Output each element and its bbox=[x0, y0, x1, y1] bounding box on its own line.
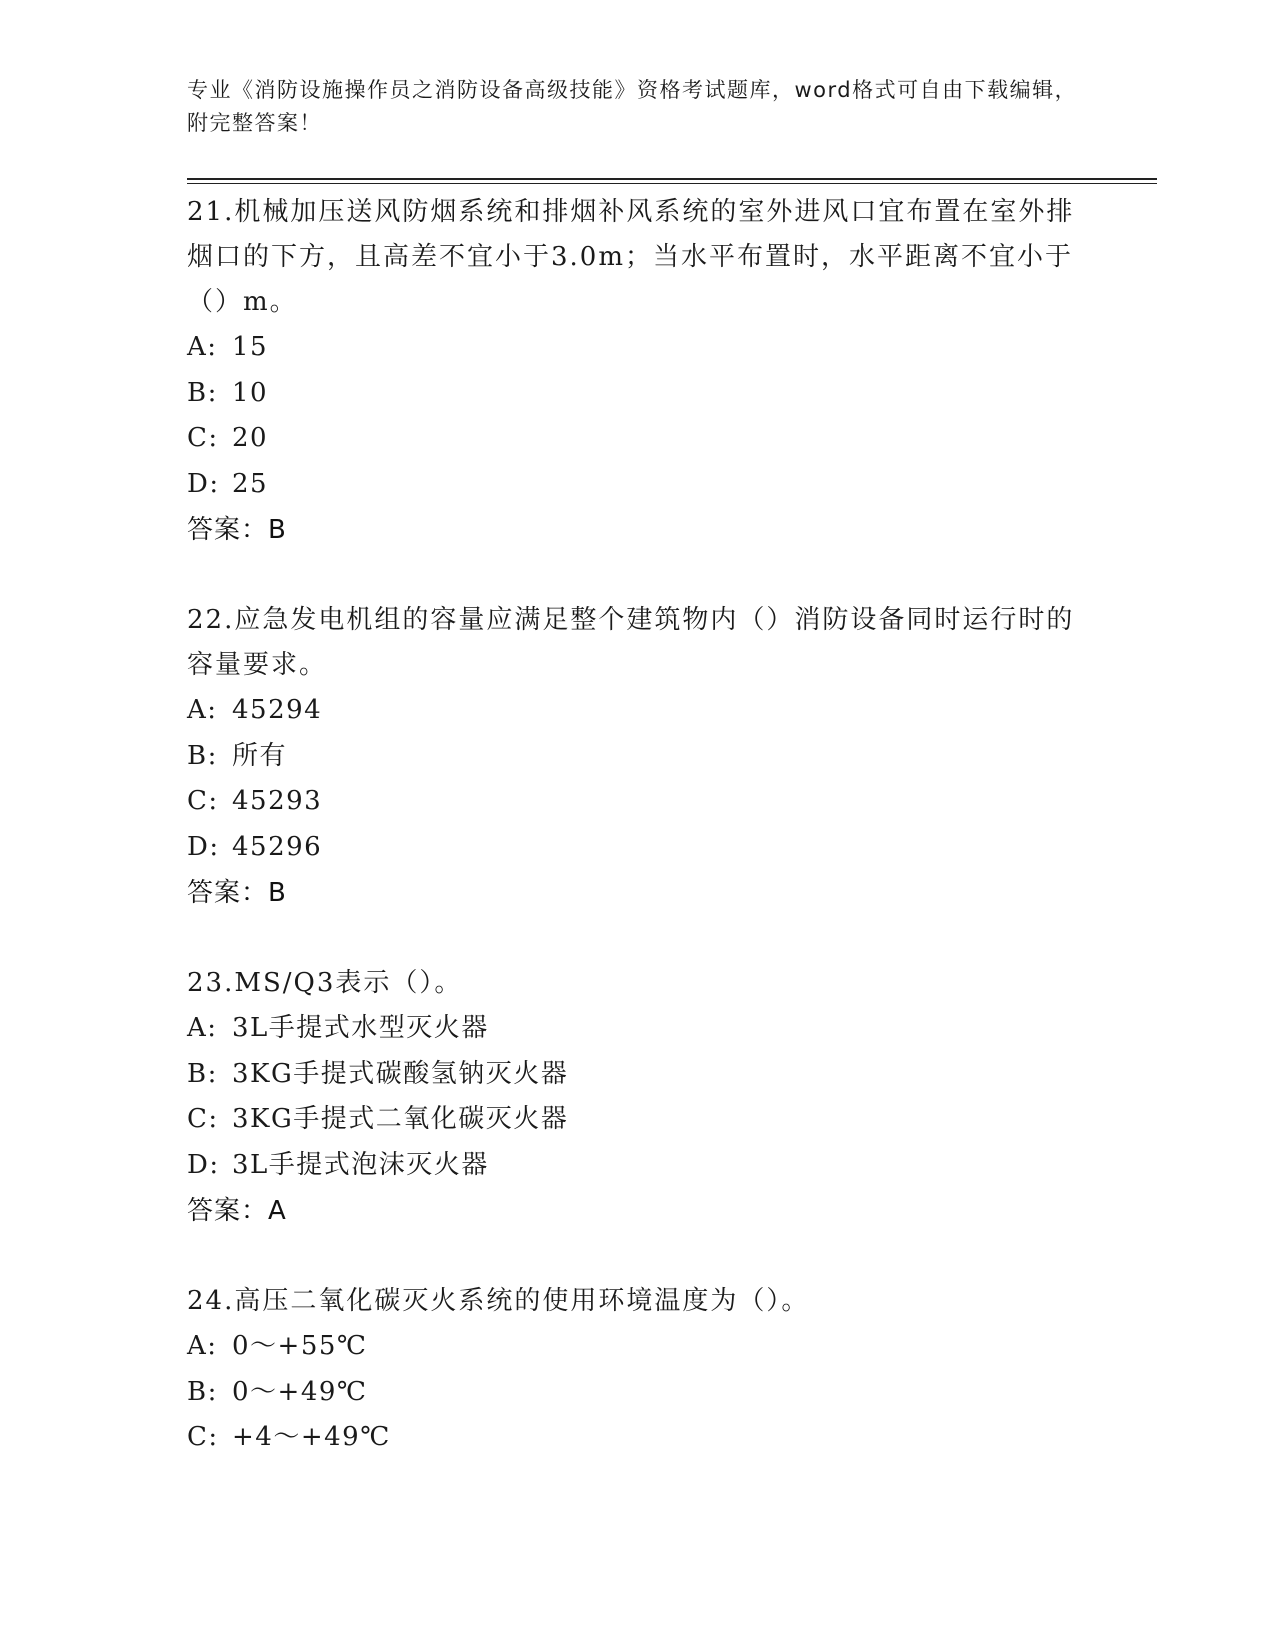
option-label: D: bbox=[187, 468, 220, 499]
option-a bbox=[187, 1006, 1087, 1052]
option-label: B: bbox=[187, 740, 218, 771]
option-b bbox=[187, 371, 1087, 417]
answer-line: 答案：B bbox=[187, 515, 287, 545]
question-list bbox=[187, 190, 1087, 1506]
option-label: A: bbox=[187, 695, 218, 725]
option-text: 15 bbox=[232, 332, 269, 362]
question-stem: 22.应急发电机组的容量应满足整个建筑物内（）消防设备同时运行时的容量要求。 bbox=[187, 605, 1075, 680]
option-text: 45293 bbox=[232, 786, 323, 816]
option-text: 10 bbox=[232, 377, 269, 408]
option-b bbox=[187, 1052, 1087, 1098]
header-rule-thin bbox=[187, 183, 1157, 184]
option-text: 3L手提式水型灭火器 bbox=[232, 1013, 489, 1043]
question-21 bbox=[187, 190, 1087, 553]
option-text: 所有 bbox=[232, 740, 288, 771]
option-c bbox=[187, 1097, 1087, 1143]
option-text: 0～+55℃ bbox=[232, 1331, 368, 1361]
option-d bbox=[187, 825, 1087, 871]
option-label: C: bbox=[187, 1422, 219, 1452]
option-label: B: bbox=[187, 1058, 218, 1089]
option-label: C: bbox=[187, 786, 219, 816]
option-text: 45294 bbox=[232, 695, 323, 725]
option-b bbox=[187, 1370, 1087, 1416]
option-c bbox=[187, 416, 1087, 462]
option-c bbox=[187, 779, 1087, 825]
question-23 bbox=[187, 961, 1087, 1234]
question-stem: 21.机械加压送风防烟系统和排烟补风系统的室外进风口宜布置在室外排烟口的下方，且高差不宜小于3.0m；当水平布置时，水平距离不宜小于（）m。 bbox=[187, 197, 1075, 317]
answer-line: 答案：B bbox=[187, 878, 287, 908]
option-text: 3L手提式泡沫灭火器 bbox=[232, 1149, 489, 1180]
option-label: D: bbox=[187, 1149, 220, 1180]
option-text: 45296 bbox=[232, 831, 323, 862]
option-text: 0～+49℃ bbox=[232, 1376, 368, 1407]
option-text: 25 bbox=[232, 468, 269, 499]
option-a bbox=[187, 688, 1087, 734]
question-22 bbox=[187, 598, 1087, 916]
header-rule-thick bbox=[187, 178, 1157, 180]
option-label: B: bbox=[187, 1376, 218, 1407]
answer-line: 答案：A bbox=[187, 1196, 287, 1226]
option-label: A: bbox=[187, 1331, 218, 1361]
option-text: +4～+49℃ bbox=[232, 1422, 391, 1452]
option-a bbox=[187, 325, 1087, 371]
question-stem: 24.高压二氧化碳灭火系统的使用环境温度为（）。 bbox=[187, 1286, 810, 1316]
option-text: 20 bbox=[232, 423, 269, 453]
question-24 bbox=[187, 1279, 1087, 1461]
option-label: B: bbox=[187, 377, 218, 408]
option-d bbox=[187, 1143, 1087, 1189]
option-label: C: bbox=[187, 423, 219, 453]
option-label: A: bbox=[187, 1013, 218, 1043]
option-text: 3KG手提式碳酸氢钠灭火器 bbox=[232, 1058, 569, 1089]
option-b bbox=[187, 734, 1087, 780]
option-label: D: bbox=[187, 831, 220, 862]
question-stem: 23.MS/Q3表示（）。 bbox=[187, 968, 463, 998]
option-d bbox=[187, 462, 1087, 508]
document-header: 专业《消防设施操作员之消防设备高级技能》资格考试题库，word格式可自由下载编辑，附完整答案！ bbox=[187, 78, 1078, 135]
option-c bbox=[187, 1415, 1087, 1461]
option-a bbox=[187, 1324, 1087, 1370]
option-text: 3KG手提式二氧化碳灭火器 bbox=[232, 1104, 569, 1134]
option-label: C: bbox=[187, 1104, 219, 1134]
option-label: A: bbox=[187, 332, 218, 362]
